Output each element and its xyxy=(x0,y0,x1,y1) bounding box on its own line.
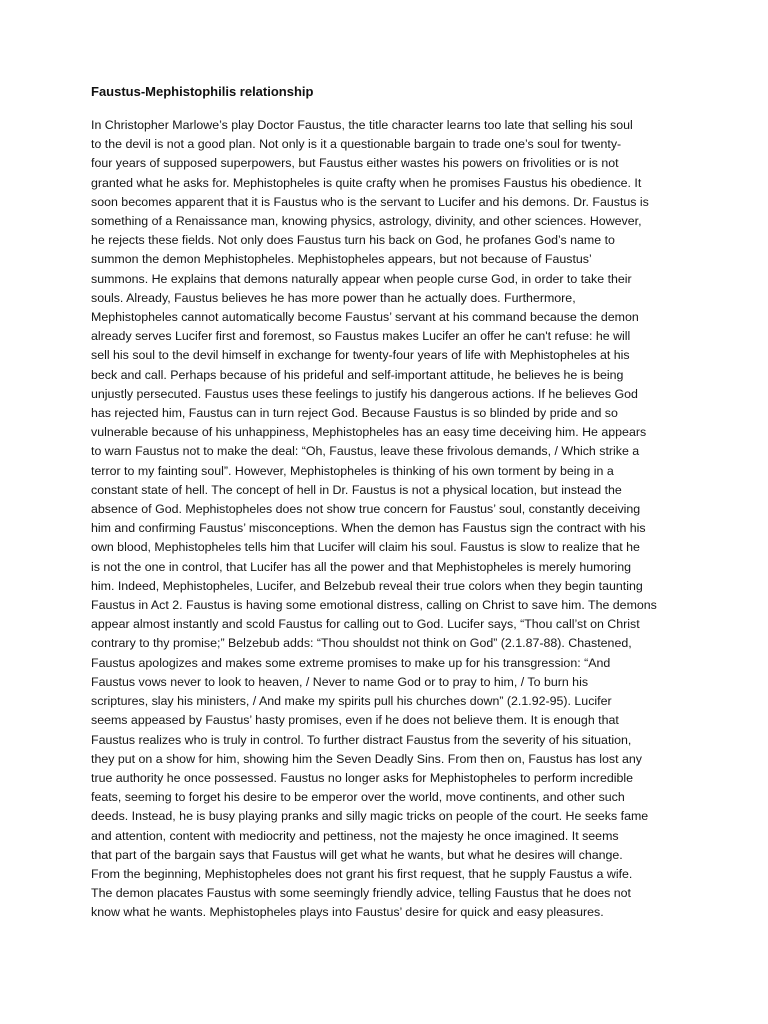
text-line: seems appeased by Faustus’ hasty promises, even if he does not believe them. It is enough that xyxy=(91,713,619,728)
text-line: true authority he once possessed. Faustus no longer asks for Mephistopheles to perform incredible xyxy=(91,770,634,785)
text-line: and attention, content with mediocrity and pettiness, not the majesty he once imagined. It seems xyxy=(91,828,619,843)
text-line: him. Indeed, Mephistopheles, Lucifer, and Belzebub reveal their true colors when they begin taunting xyxy=(91,578,643,593)
text-line: has rejected him, Faustus can in turn reject God. Because Faustus is so blinded by pride and so xyxy=(91,406,618,421)
text-line: four years of supposed superpowers, but Faustus either wastes his powers on frivolities or is not xyxy=(91,156,619,171)
text-line: vulnerable because of his unhappiness, Mephistopheles has an easy time deceiving him. He appears xyxy=(91,425,647,440)
text-line: souls. Already, Faustus believes he has more power than he actually does. Furthermore, xyxy=(91,290,576,305)
text-line: summon the demon Mephistopheles. Mephistopheles appears, but not because of Faustus’ xyxy=(91,252,592,267)
text-line: they put on a show for him, showing him the Seven Deadly Sins. From then on, Faustus has lost any xyxy=(91,751,642,766)
text-line: own blood, Mephistopheles tells him that Lucifer will claim his soul. Faustus is slow to realize that he xyxy=(91,540,640,555)
text-line: to the devil is not a good plan. Not only is it a questionable bargain to trade one’s soul for twenty- xyxy=(91,137,622,152)
text-line: him and confirming Faustus’ misconceptions. When the demon has Faustus sign the contract with his xyxy=(91,521,646,536)
text-line: soon becomes apparent that it is Faustus who is the servant to Lucifer and his demons. Dr. Faustus is xyxy=(91,194,649,209)
text-line: In Christopher Marlowe’s play Doctor Faustus, the title character learns too late that selling his soul xyxy=(91,118,633,132)
text-line: know what he wants. Mephistopheles plays into Faustus’ desire for quick and easy pleasures. xyxy=(91,905,604,920)
text-line: Mephistopheles cannot automatically become Faustus’ servant at his command because the demon xyxy=(91,310,639,325)
text-line: beck and call. Perhaps because of his prideful and self-important attitude, he believes he is being xyxy=(91,367,624,382)
document-title: Faustus-Mephistophilis relationship xyxy=(91,84,314,99)
text-line: contrary to thy promise;” Belzebub adds: “Thou shouldst not think on God” (2.1.87-88). Chastened, xyxy=(91,636,632,651)
text-line: is not the one in control, that Lucifer has all the power and that Mephistopheles is merely humoring xyxy=(91,559,631,574)
text-line: Faustus in Act 2. Faustus is having some emotional distress, calling on Christ to save him. The demons xyxy=(91,598,657,613)
text-line: granted what he asks for. Mephistopheles is quite crafty when he promises Faustus his obedience. It xyxy=(91,175,642,190)
text-line: From the beginning, Mephistopheles does not grant his first request, that he supply Faustus a wife. xyxy=(91,866,633,881)
text-line: The demon placates Faustus with some seemingly friendly advice, telling Faustus that he does not xyxy=(91,886,631,901)
text-line: Faustus realizes who is truly in control. To further distract Faustus from the severity of his situation, xyxy=(91,732,632,747)
text-line: terror to my fainting soul”. However, Mephistopheles is thinking of his own torment by being in a xyxy=(91,463,614,478)
text-line: Faustus vows never to look to heaven, / Never to name God or to pray to him, / To burn his xyxy=(91,674,589,689)
text-line: Faustus apologizes and makes some extreme promises to make up for his transgression: “And xyxy=(91,655,611,670)
text-line: feats, seeming to forget his desire to be emperor over the world, move continents, and other such xyxy=(91,790,625,805)
text-line: absence of God. Mephistopheles does not show true concern for Faustus’ soul, constantly deceiving xyxy=(91,502,641,517)
text-line: appear almost instantly and scold Faustus for calling out to God. Lucifer says, “Thou call’st on Christ xyxy=(91,617,640,632)
text-line: summons. He explains that demons naturally appear when people curse God, in order to take their xyxy=(91,271,632,286)
text-line: constant state of hell. The concept of hell in Dr. Faustus is not a physical location, but instead the xyxy=(91,482,622,497)
text-line: unjustly persecuted. Faustus uses these feelings to justify his dangerous actions. If he believes God xyxy=(91,386,638,401)
text-line: already serves Lucifer first and foremost, so Faustus makes Lucifer an offer he can't refuse: he will xyxy=(91,329,631,344)
body-paragraph xyxy=(91,116,681,923)
text-line: he rejects these fields. Not only does Faustus turn his back on God, he profanes God’s name to xyxy=(91,233,615,248)
text-line: to warn Faustus not to make the deal: “Oh, Faustus, leave these frivolous demands, / Which strike a xyxy=(91,444,640,459)
text-line: that part of the bargain says that Faustus will get what he wants, but what he desires will change. xyxy=(91,847,623,862)
text-line: sell his soul to the devil himself in exchange for twenty-four years of life with Mephistopheles at his xyxy=(91,348,630,363)
text-line: scriptures, slay his ministers, / And make my spirits pull his churches down” (2.1.92-95). Lucifer xyxy=(91,694,612,709)
text-line: something of a Renaissance man, knowing physics, astrology, divinity, and other sciences. However, xyxy=(91,214,642,229)
text-line: deeds. Instead, he is busy playing pranks and silly magic tricks on people of the court. He seeks fame xyxy=(91,809,649,824)
